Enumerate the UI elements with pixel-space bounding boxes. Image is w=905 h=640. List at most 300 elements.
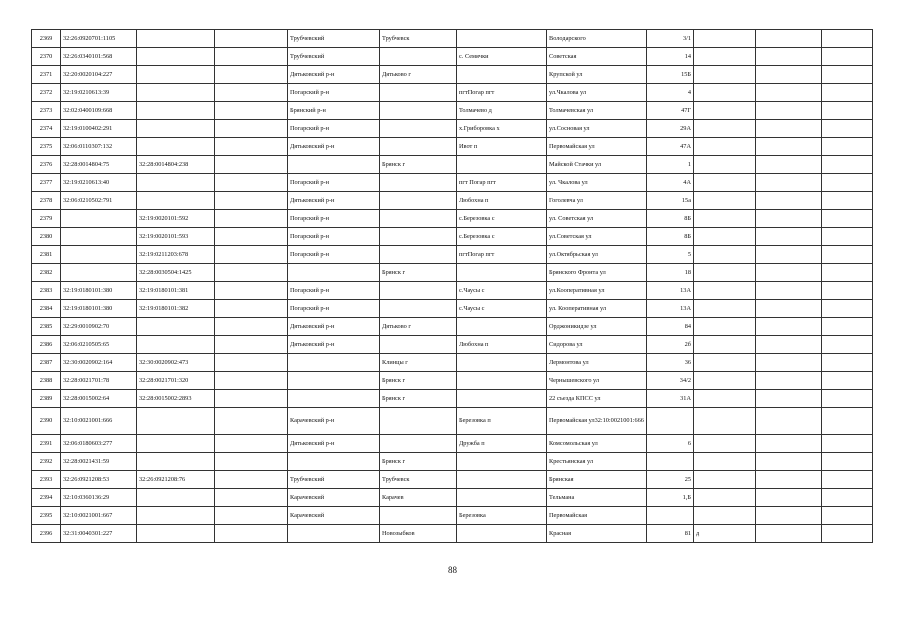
row-number-cell: 2388 [32, 372, 61, 390]
street-cell: Первомайская [547, 507, 647, 525]
trailing-empty-cell [822, 507, 873, 525]
street-cell: Орджоникидзе ул [547, 318, 647, 336]
trailing-empty-cell [822, 156, 873, 174]
settlement-cell: Любохна п [457, 192, 547, 210]
cadastral-number-2-cell [137, 525, 215, 543]
row-number-cell: 2384 [32, 300, 61, 318]
extra-cell [756, 156, 822, 174]
cadastral-number-2-cell [137, 192, 215, 210]
city-cell: Брянск г [380, 453, 457, 471]
city-cell [380, 246, 457, 264]
row-number-cell: 2369 [32, 30, 61, 48]
house-number-cell [647, 507, 694, 525]
settlement-cell: х.Гриборовка х [457, 120, 547, 138]
extra-cell [756, 48, 822, 66]
table-row [32, 390, 873, 408]
extra-cell [756, 282, 822, 300]
cadastral-number-2-cell [137, 48, 215, 66]
table-row [32, 66, 873, 84]
cadastral-number-2-cell: 32:28:0021701:320 [137, 372, 215, 390]
table-row [32, 336, 873, 354]
settlement-cell: с.Чаусы с [457, 300, 547, 318]
row-number-cell: 2387 [32, 354, 61, 372]
cadastral-number-2-cell [137, 435, 215, 453]
cadastral-number-cell: 32:19:0180101:380 [61, 300, 137, 318]
cadastral-number-cell: 32:19:0100402:291 [61, 120, 137, 138]
row-number-cell: 2378 [32, 192, 61, 210]
trailing-empty-cell [822, 453, 873, 471]
house-number-cell: 47Г [647, 102, 694, 120]
cadastral-number-cell: 32:28:0021701:78 [61, 372, 137, 390]
row-number-cell: 2390 [32, 408, 61, 435]
house-number-cell: 29А [647, 120, 694, 138]
cadastral-number-2-cell [137, 453, 215, 471]
house-number-cell: 31А [647, 390, 694, 408]
settlement-cell [457, 264, 547, 282]
city-cell: Трубчевск [380, 30, 457, 48]
street-cell: Первомайская ул32:10:0021001:666 [547, 408, 647, 435]
district-cell [288, 453, 380, 471]
city-cell [380, 507, 457, 525]
settlement-cell [457, 318, 547, 336]
cadastral-number-2-cell [137, 408, 215, 435]
cadastral-number-cell: 32:20:0020104:227 [61, 66, 137, 84]
cadastral-number-2-cell: 32:28:0015002:2893 [137, 390, 215, 408]
settlement-cell: пгтПогар пгт [457, 84, 547, 102]
extra-cell [756, 471, 822, 489]
page-number: 88 [448, 565, 457, 575]
table-body [32, 30, 873, 543]
street-cell: Тельмана [547, 489, 647, 507]
trailing-empty-cell [822, 192, 873, 210]
extra-cell [756, 318, 822, 336]
table-row [32, 156, 873, 174]
district-cell [288, 354, 380, 372]
cadastral-number-2-cell: 32:19:0180101:381 [137, 282, 215, 300]
empty-col-cell [215, 84, 288, 102]
street-cell: ул. Советская ул [547, 210, 647, 228]
trailing-empty-cell [822, 408, 873, 435]
building-letter-cell [694, 120, 756, 138]
trailing-empty-cell [822, 354, 873, 372]
trailing-empty-cell [822, 471, 873, 489]
house-number-cell: 14 [647, 48, 694, 66]
row-number-cell: 2386 [32, 336, 61, 354]
cadastral-number-2-cell [137, 84, 215, 102]
cadastral-number-2-cell [137, 336, 215, 354]
building-letter-cell [694, 282, 756, 300]
cadastral-number-cell: 32:06:0210502:791 [61, 192, 137, 210]
table-row [32, 102, 873, 120]
house-number-cell: 18 [647, 264, 694, 282]
building-letter-cell [694, 408, 756, 435]
empty-col-cell [215, 354, 288, 372]
extra-cell [756, 264, 822, 282]
row-number-cell: 2371 [32, 66, 61, 84]
table-row [32, 138, 873, 156]
city-cell [380, 300, 457, 318]
row-number-cell: 2394 [32, 489, 61, 507]
house-number-cell [647, 453, 694, 471]
street-cell: Лермонтова ул [547, 354, 647, 372]
row-number-cell: 2370 [32, 48, 61, 66]
district-cell: Трубчевский [288, 471, 380, 489]
district-cell: Карачевский [288, 489, 380, 507]
cadastral-number-2-cell: 32:19:0211203:678 [137, 246, 215, 264]
settlement-cell [457, 489, 547, 507]
table-row [32, 210, 873, 228]
building-letter-cell [694, 156, 756, 174]
street-cell: Володарского [547, 30, 647, 48]
settlement-cell: Ивот п [457, 138, 547, 156]
street-cell: Красная [547, 525, 647, 543]
empty-col-cell [215, 246, 288, 264]
settlement-cell: Березовка [457, 507, 547, 525]
cadastral-number-2-cell: 32:28:0014804:238 [137, 156, 215, 174]
settlement-cell: Дружба п [457, 435, 547, 453]
settlement-cell [457, 156, 547, 174]
settlement-cell: с. Семячки [457, 48, 547, 66]
row-number-cell: 2381 [32, 246, 61, 264]
house-number-cell: 34/2 [647, 372, 694, 390]
cadastral-number-cell [61, 246, 137, 264]
district-cell: Погарский р-н [288, 228, 380, 246]
extra-cell [756, 453, 822, 471]
house-number-cell: 81 [647, 525, 694, 543]
city-cell: Дятьково г [380, 66, 457, 84]
city-cell [380, 336, 457, 354]
empty-col-cell [215, 390, 288, 408]
settlement-cell [457, 390, 547, 408]
trailing-empty-cell [822, 48, 873, 66]
table-row [32, 354, 873, 372]
settlement-cell: Толмачево д [457, 102, 547, 120]
city-cell: Брянск г [380, 372, 457, 390]
empty-col-cell [215, 210, 288, 228]
extra-cell [756, 354, 822, 372]
building-letter-cell [694, 489, 756, 507]
house-number-cell: 84 [647, 318, 694, 336]
district-cell: Погарский р-н [288, 246, 380, 264]
district-cell: Дятьковский р-н [288, 435, 380, 453]
district-cell: Дятьковский р-н [288, 318, 380, 336]
district-cell: Дятьковский р-н [288, 336, 380, 354]
table-row [32, 489, 873, 507]
district-cell [288, 156, 380, 174]
table-row [32, 318, 873, 336]
empty-col-cell [215, 264, 288, 282]
building-letter-cell [694, 84, 756, 102]
table-row [32, 30, 873, 48]
building-letter-cell [694, 228, 756, 246]
district-cell: Карачевский р-н [288, 408, 380, 435]
extra-cell [756, 228, 822, 246]
city-cell: Клинцы г [380, 354, 457, 372]
city-cell [380, 84, 457, 102]
table-row [32, 120, 873, 138]
empty-col-cell [215, 489, 288, 507]
row-number-cell: 2385 [32, 318, 61, 336]
district-cell: Дятьковский р-н [288, 66, 380, 84]
house-number-cell: 13А [647, 282, 694, 300]
extra-cell [756, 66, 822, 84]
street-cell: ул.Советская ул [547, 228, 647, 246]
house-number-cell: 8Б [647, 210, 694, 228]
trailing-empty-cell [822, 30, 873, 48]
empty-col-cell [215, 318, 288, 336]
building-letter-cell [694, 30, 756, 48]
extra-cell [756, 489, 822, 507]
building-letter-cell [694, 246, 756, 264]
house-number-cell: 1,Б [647, 489, 694, 507]
table-row [32, 507, 873, 525]
settlement-cell: с.Березовка с [457, 228, 547, 246]
district-cell [288, 390, 380, 408]
trailing-empty-cell [822, 390, 873, 408]
extra-cell [756, 336, 822, 354]
cadastral-number-2-cell [137, 138, 215, 156]
empty-col-cell [215, 30, 288, 48]
building-letter-cell: д [694, 525, 756, 543]
cadastral-number-2-cell [137, 66, 215, 84]
building-letter-cell [694, 372, 756, 390]
extra-cell [756, 525, 822, 543]
cadastral-number-2-cell: 32:26:0921208:76 [137, 471, 215, 489]
table-row [32, 84, 873, 102]
cadastral-number-cell: 32:19:0180101:380 [61, 282, 137, 300]
cadastral-number-cell: 32:30:0020902:164 [61, 354, 137, 372]
district-cell: Дятьковский р-н [288, 192, 380, 210]
city-cell [380, 408, 457, 435]
city-cell [380, 282, 457, 300]
street-cell: ул.Сосновая ул [547, 120, 647, 138]
district-cell: Погарский р-н [288, 282, 380, 300]
cadastral-number-cell [61, 228, 137, 246]
trailing-empty-cell [822, 336, 873, 354]
trailing-empty-cell [822, 84, 873, 102]
building-letter-cell [694, 48, 756, 66]
building-letter-cell [694, 210, 756, 228]
building-letter-cell [694, 192, 756, 210]
building-letter-cell [694, 102, 756, 120]
settlement-cell: с.Березовка с [457, 210, 547, 228]
street-cell: ул.Кооперативная ул [547, 282, 647, 300]
empty-col-cell [215, 102, 288, 120]
trailing-empty-cell [822, 228, 873, 246]
cadastral-number-cell: 32:28:0014804:75 [61, 156, 137, 174]
city-cell [380, 228, 457, 246]
house-number-cell: 4А [647, 174, 694, 192]
extra-cell [756, 84, 822, 102]
table-row [32, 264, 873, 282]
district-cell: Карачевский [288, 507, 380, 525]
row-number-cell: 2392 [32, 453, 61, 471]
row-number-cell: 2375 [32, 138, 61, 156]
trailing-empty-cell [822, 435, 873, 453]
district-cell [288, 264, 380, 282]
table-row [32, 174, 873, 192]
street-cell: Первомайская ул [547, 138, 647, 156]
building-letter-cell [694, 66, 756, 84]
cadastral-number-2-cell: 32:19:0020101:593 [137, 228, 215, 246]
city-cell: Брянск г [380, 390, 457, 408]
extra-cell [756, 192, 822, 210]
house-number-cell: 4 [647, 84, 694, 102]
street-cell: Гоголевча ул [547, 192, 647, 210]
building-letter-cell [694, 138, 756, 156]
table-row [32, 300, 873, 318]
extra-cell [756, 210, 822, 228]
extra-cell [756, 372, 822, 390]
row-number-cell: 2391 [32, 435, 61, 453]
extra-cell [756, 408, 822, 435]
empty-col-cell [215, 507, 288, 525]
house-number-cell: 25 [647, 471, 694, 489]
table-row [32, 48, 873, 66]
table-row [32, 246, 873, 264]
settlement-cell: пгтПогар пгт [457, 246, 547, 264]
district-cell: Погарский р-н [288, 84, 380, 102]
cadastral-number-cell [61, 210, 137, 228]
street-cell: Крупской ул [547, 66, 647, 84]
empty-col-cell [215, 138, 288, 156]
cadastral-number-cell: 32:26:0921208:53 [61, 471, 137, 489]
trailing-empty-cell [822, 120, 873, 138]
cadastral-number-cell: 32:28:0015002:64 [61, 390, 137, 408]
street-cell: 22 съезда КПСС ул [547, 390, 647, 408]
cadastral-number-2-cell [137, 489, 215, 507]
city-cell [380, 120, 457, 138]
empty-col-cell [215, 336, 288, 354]
street-cell: ул.Октябрьская ул [547, 246, 647, 264]
building-letter-cell [694, 390, 756, 408]
extra-cell [756, 30, 822, 48]
table-row [32, 228, 873, 246]
empty-col-cell [215, 471, 288, 489]
city-cell: Дятьково г [380, 318, 457, 336]
street-cell: Комсомольская ул [547, 435, 647, 453]
settlement-cell [457, 525, 547, 543]
cadastral-number-cell: 32:19:0210613:40 [61, 174, 137, 192]
city-cell [380, 48, 457, 66]
cadastral-number-2-cell: 32:19:0020101:592 [137, 210, 215, 228]
trailing-empty-cell [822, 372, 873, 390]
empty-col-cell [215, 120, 288, 138]
empty-col-cell [215, 525, 288, 543]
street-cell: Крестьянская ул [547, 453, 647, 471]
building-letter-cell [694, 174, 756, 192]
house-number-cell: 36 [647, 354, 694, 372]
extra-cell [756, 507, 822, 525]
empty-col-cell [215, 228, 288, 246]
empty-col-cell [215, 408, 288, 435]
settlement-cell [457, 354, 547, 372]
cadastral-number-2-cell [137, 120, 215, 138]
table-row [32, 525, 873, 543]
district-cell: Погарский р-н [288, 120, 380, 138]
building-letter-cell [694, 318, 756, 336]
street-cell: Брянского Фронта ул [547, 264, 647, 282]
city-cell [380, 138, 457, 156]
street-cell: Брянская [547, 471, 647, 489]
house-number-cell: 13А [647, 300, 694, 318]
building-letter-cell [694, 453, 756, 471]
trailing-empty-cell [822, 300, 873, 318]
street-cell: Толмачевская ул [547, 102, 647, 120]
city-cell: Карачев [380, 489, 457, 507]
building-letter-cell [694, 507, 756, 525]
cadastral-number-2-cell: 32:28:0030504:1425 [137, 264, 215, 282]
house-number-cell: 47А [647, 138, 694, 156]
cadastral-number-cell: 32:06:0180603:277 [61, 435, 137, 453]
empty-col-cell [215, 300, 288, 318]
house-number-cell: 1 [647, 156, 694, 174]
cadastral-number-2-cell: 32:19:0180101:382 [137, 300, 215, 318]
cadastral-number-cell: 32:10:0021001:667 [61, 507, 137, 525]
extra-cell [756, 435, 822, 453]
city-cell [380, 102, 457, 120]
extra-cell [756, 138, 822, 156]
trailing-empty-cell [822, 66, 873, 84]
house-number-cell: 2б [647, 336, 694, 354]
cadastral-number-cell: 32:10:0021001:666 [61, 408, 137, 435]
cadastral-number-cell [61, 264, 137, 282]
district-cell [288, 372, 380, 390]
city-cell: Брянск г [380, 156, 457, 174]
cadastral-number-2-cell [137, 507, 215, 525]
cadastral-number-cell: 32:26:0920701:1105 [61, 30, 137, 48]
building-letter-cell [694, 471, 756, 489]
cadastral-number-cell: 32:10:0360136:29 [61, 489, 137, 507]
empty-col-cell [215, 453, 288, 471]
city-cell [380, 435, 457, 453]
building-letter-cell [694, 435, 756, 453]
trailing-empty-cell [822, 174, 873, 192]
row-number-cell: 2377 [32, 174, 61, 192]
cadastral-number-cell: 32:29:0010902:70 [61, 318, 137, 336]
cadastral-number-2-cell [137, 102, 215, 120]
trailing-empty-cell [822, 525, 873, 543]
empty-col-cell [215, 48, 288, 66]
cadastral-number-2-cell [137, 30, 215, 48]
row-number-cell: 2393 [32, 471, 61, 489]
trailing-empty-cell [822, 282, 873, 300]
house-number-cell: 6 [647, 435, 694, 453]
empty-col-cell [215, 435, 288, 453]
empty-col-cell [215, 66, 288, 84]
settlement-cell [457, 372, 547, 390]
cadastral-number-2-cell: 32:30:0020902:473 [137, 354, 215, 372]
extra-cell [756, 102, 822, 120]
street-cell: Чернышевского ул [547, 372, 647, 390]
street-cell: Сидорова ул [547, 336, 647, 354]
empty-col-cell [215, 174, 288, 192]
trailing-empty-cell [822, 489, 873, 507]
trailing-empty-cell [822, 318, 873, 336]
city-cell [380, 192, 457, 210]
table-row [32, 282, 873, 300]
trailing-empty-cell [822, 138, 873, 156]
city-cell: Брянск г [380, 264, 457, 282]
street-cell: ул.Чкалова ул [547, 84, 647, 102]
table-row [32, 471, 873, 489]
cadastral-number-cell: 32:26:0340101:568 [61, 48, 137, 66]
house-number-cell: 5 [647, 246, 694, 264]
street-cell: ул. Кооперативная ул [547, 300, 647, 318]
cadastral-number-cell: 32:06:0110307:132 [61, 138, 137, 156]
city-cell: Новозыбков [380, 525, 457, 543]
empty-col-cell [215, 372, 288, 390]
